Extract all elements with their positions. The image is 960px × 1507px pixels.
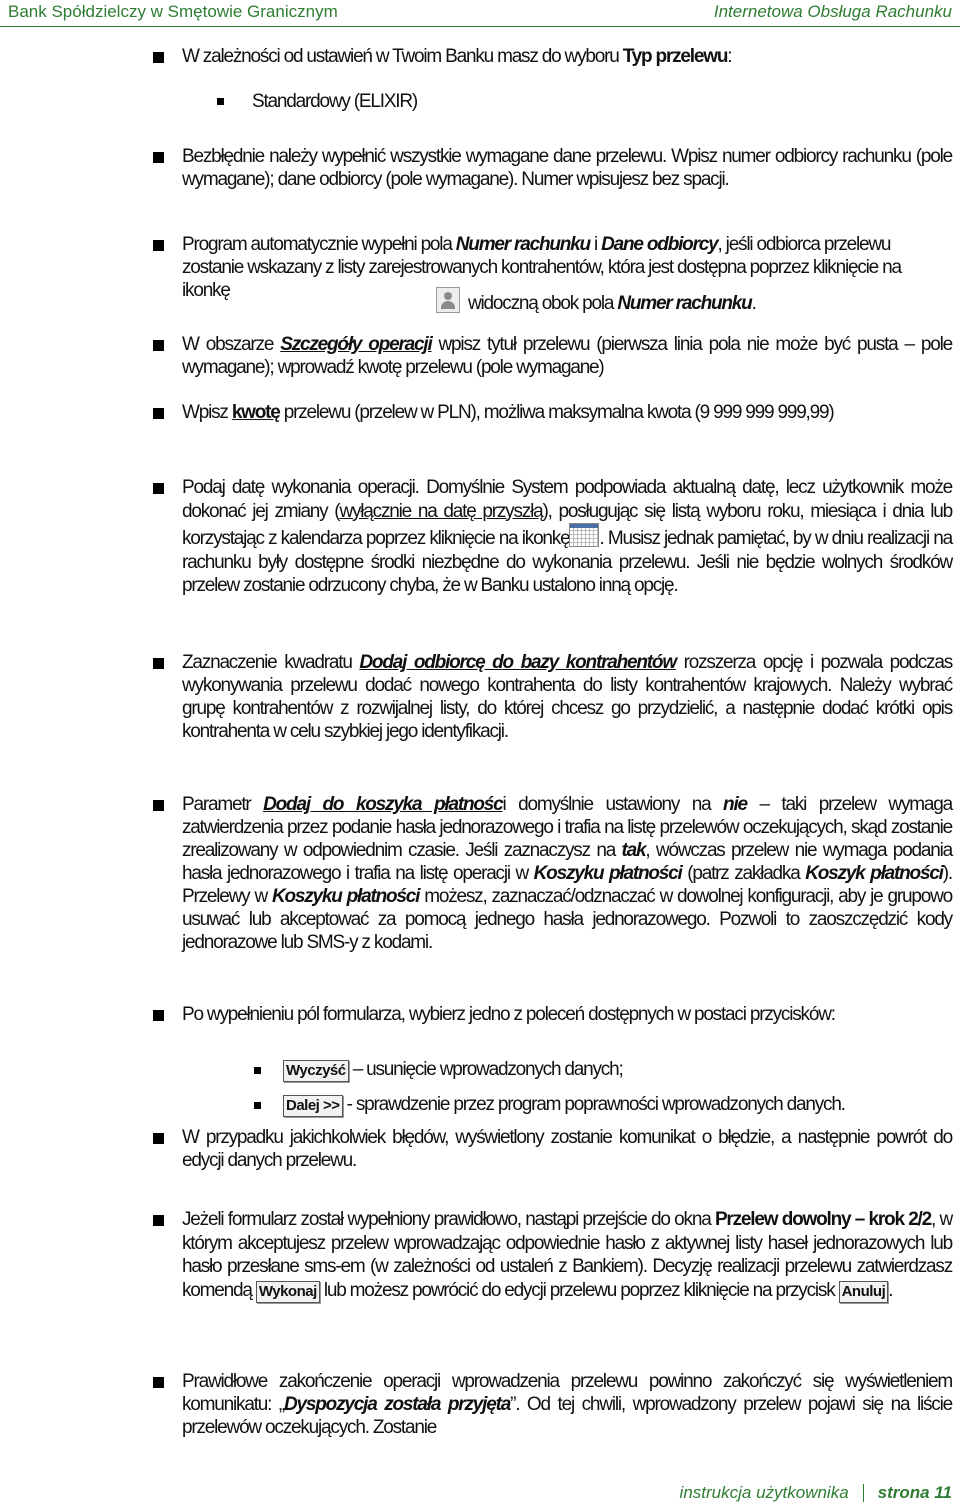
next-button[interactable]: Dalej >> [283,1095,343,1117]
paragraph-transfer-type: W zależności od ustawień w Twoim Banku masz do wyboru Typ przelewu: [182,46,732,67]
page-number: strona 11 [877,1483,952,1502]
bullet-square [153,52,164,63]
paragraph-completion: Prawidłowe zakończenie operacji wprowadzenia przelewu powinno zakończyć się wyświetleniem komunikatu: „Dyspozycja została przyjęta”. Od tej chwili, wprowadzony przelew pojawi się na liście przelewów oczekujących. Zostanie [182,1371,952,1438]
bullet-square [153,408,164,419]
paragraph-recipient-data: Bezbłędnie należy wypełnić wszystkie wymagane dane przelewu. Wpisz numer odbiorcy rachunku (pole wymagane); dane odbiorcy (pole wymagane). Numer wpisujesz bez spacji. [182,146,952,190]
bullet-square [153,240,164,251]
bullet-square [153,1215,164,1226]
paragraph-auto-fill: Program automatycznie wypełni pola Numer rachunku i Dane odbiorcy, jeśli odbiorca przelewu zostanie wskazany z listy zarejestrowanych kontrahentów, która jest dostępna poprzez kliknięcie na ikonkę [182,234,901,301]
page-footer [680,1483,952,1503]
calendar-icon[interactable] [569,523,599,547]
bullet-square [153,1377,164,1388]
contacts-icon[interactable] [436,287,460,313]
paragraph-amount: Wpisz kwotę przelewu (przelew w PLN), możliwa maksymalna kwota (9 999 999 999,99) [182,402,834,423]
execute-button[interactable]: Wykonaj [256,1281,320,1303]
sub-bullet-square [254,1102,261,1109]
paragraph-payment-basket: Parametr Dodaj do koszyka płatności domyślnie ustawiony na nie – taki przelew wymaga zatwierdzenia przez podanie hasła jednorazowego i trafia na listę przelewów oczekujących, skąd zostanie zrealizowany w odpowiednim czasie. Jeśli zaznaczysz na tak, wówczas przelew nie wymaga podania hasła jednorazowego i trafia na listę operacji w Koszyku płatności (patrz zakładka Koszyk płatności). Przelewy w Koszyku płatności możesz, zaznaczać/odznaczać w dowolnej konfiguracji, aby je grupowo usuwać lub akceptować za pomocą jednego hasła jednorazowego. Pozwoli to zaoszczędzić kody jednorazowe lub SMS-y z kodami. [182,794,953,953]
bullet-square [153,340,164,351]
bullet-square [153,800,164,811]
clear-option: Wyczyść – usunięcie wprowadzonych danych; [283,1058,960,1082]
page-header [0,0,960,27]
paragraph-operation-details: W obszarze Szczegóły operacji wpisz tytuł przelewu (pierwsza linia pola nie może być pusta – pole wymagane); wprowadź kwotę przelewu (pole wymagane) [182,334,952,378]
bullet-square [153,658,164,669]
transfer-type-option: Standardowy (ELIXIR) [252,91,418,112]
footer-label: instrukcja użytkownika [679,1483,849,1502]
paragraph-add-recipient: Zaznaczenie kwadratu Dodaj odbiorcę do bazy kontrahentów rozszerza opcję i pozwala podczas wykonywania przelewu dodać nowego kontrahenta do listy kontrahentów krajowych. Należy wybrać grupę kontrahentów z rozwijalnej listy, do której chcesz go przydzielić, a następnie dodać krótki opis kontrahenta w celu szybkiej jego identyfikacji. [182,652,953,742]
bullet-square [153,1010,164,1021]
bank-name: Bank Spółdzielczy w Smętowie Granicznym [8,2,338,21]
bullet-square [153,152,164,163]
bullet-square [153,483,164,494]
sub-bullet-square [254,1067,261,1074]
paragraph-auto-fill-cont: widoczną obok pola Numer rachunku. [188,287,958,315]
sub-bullet-square [217,98,224,105]
paragraph-buttons-intro: Po wypełnieniu pól formularza, wybierz jedno z poleceń dostępnych w postaci przycisków: [182,1004,835,1025]
cancel-button[interactable]: Anuluj [839,1281,889,1303]
bullet-square [153,1133,164,1144]
clear-button[interactable]: Wyczyść [283,1060,349,1082]
paragraph-errors: W przypadku jakichkolwiek błędów, wyświetlony zostanie komunikat o błędzie, a następnie powrót do edycji danych przelewu. [182,1127,952,1171]
footer-divider [863,1484,864,1502]
next-option: Dalej >> - sprawdzenie przez program poprawności wprowadzonych danych. [283,1093,960,1117]
paragraph-execution-date: Podaj datę wykonania operacji. Domyślnie System podpowiada aktualną datę, lecz użytkownik może dokonać jej zmiany (wyłącznie na datę przyszłą), posługując się listą wyboru roku, miesiąca i dnia lub korzystając z kalendarza poprzez kliknięcie na ikonkę . Musisz jednak pamiętać, by w dniu realizacji na rachunku były dostępne środki niezbędne do wykonania przelewu. Jeśli nie będzie wolnych środków przelew zostanie odrzucony chyba, że w Banku ustalono inną opcję. [182,477,952,596]
paragraph-step-two: Jeżeli formularz został wypełniony prawidłowo, nastąpi przejście do okna Przelew dowolny – krok 2/2, w którym akceptujesz przelew wprowadzając odpowiednie hasło z aktywnej listy haseł jednorazowych lub hasło przesłane sms-em (w zależności od ustaleń z Bankiem). Decyzję realizacji przelewu zatwierdzasz komendą Wykonaj lub możesz powrócić do edycji przelewu poprzez kliknięcie na przycisk Anuluj . [182,1209,952,1301]
document-title: Internetowa Obsługa Rachunku [713,2,952,21]
